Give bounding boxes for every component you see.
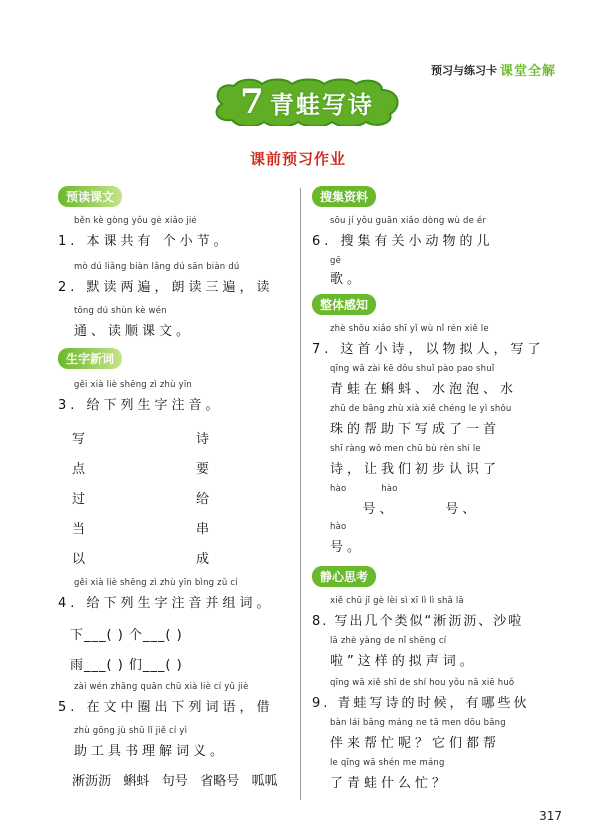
question-7: 7. 这首小诗，以物拟人，写了 [312,342,545,357]
pinyin: shī ràng wǒ men chū bù rèn shi le [330,444,481,454]
word-blank-row[interactable]: 雨___( ) 们___( ) [70,658,183,673]
char-item: 要 [196,462,214,477]
page-number: 317 [539,809,562,823]
pinyin: zài wén zhāng quān chū xià liè cí yǔ jiè [74,682,249,692]
section-title: 课前预习作业 [250,150,347,168]
pinyin: gē [330,256,342,266]
lesson-number: 7 [240,82,264,122]
question-6-cont: 歌。 [330,272,365,287]
question-9: 9. 青蛙写诗的时候，有哪些伙 [312,696,530,711]
question-9-line2: 伴来帮忙呢？它们都帮 [330,736,501,751]
question-7-line4: 诗，让我们初步认识了 [330,462,501,477]
pinyin: xiě chū jǐ gè lèi sì xī lì lì shā lā [330,596,464,606]
tag-overall: 整体感知 [312,294,376,315]
lesson-title-text: 青蛙写诗 [269,90,374,119]
pinyin: qīng wā zài kē dǒu shuǐ pào pao shuǐ [330,364,495,374]
pinyin: zhù gōng jù shū lǐ jiě cí yì [74,726,188,736]
pinyin: qīng wā xiě shī de shí hou yǒu nǎ xiē huǒ [330,678,515,688]
question-9-line3: 了青蛙什么忙？ [330,776,450,791]
question-2: 2. 默读两遍，朗读三遍，读 [58,280,274,295]
pinyin: běn kè gòng yǒu gè xiǎo jié [74,216,197,226]
question-8-cont: 啦”这样的拟声词。 [330,654,477,669]
question-7-line5: 号、 号、 [330,502,480,517]
question-1: 1. 本课共有 个小节。 [58,234,231,249]
page-header [431,60,556,79]
char-item: 给 [196,492,214,507]
char-item: 写 [72,432,90,447]
pinyin: bàn lái bāng máng ne tā men dōu bāng [330,718,506,728]
question-7-line6: 号。 [330,540,365,555]
char-item: 过 [72,492,90,507]
word-blank-row[interactable]: 下___( ) 个___( ) [70,628,183,643]
pinyin: sōu jí yǒu guān xiǎo dòng wù de ér [330,216,487,226]
pinyin: hào [330,522,347,532]
question-4: 4. 给下列生字注音并组词。 [58,596,274,611]
question-3: 3. 给下列生字注音。 [58,398,223,413]
char-item: 串 [196,522,214,537]
pinyin: zhū de bāng zhù xià xiě chéng le yì shǒu [330,404,512,414]
pinyin: lā zhè yàng de nǐ shēng cí [330,636,447,646]
header-brand: 课堂全解 [499,64,556,79]
char-item: 当 [72,522,90,537]
char-item: 以 [72,552,90,567]
tag-preread: 预读课文 [58,186,122,207]
lesson-title [214,82,400,122]
question-8: 8. 写出几个类似“淅沥沥、沙啦 [312,614,524,629]
pinyin: tōng dú shùn kè wén [74,306,167,316]
column-divider [300,188,301,800]
question-7-line2: 青蛙在蝌蚪、水泡泡、水 [330,382,518,397]
pinyin: hào hào [330,484,398,494]
question-6: 6. 搜集有关小动物的儿 [312,234,494,249]
tag-collect-info: 搜集资料 [312,186,376,207]
tag-new-words: 生字新词 [58,348,122,369]
char-item: 点 [72,462,90,477]
pinyin: gěi xià liè shēng zì zhù yīn bìng zǔ cí [74,578,238,588]
question-5: 5. 在文中圈出下列词语，借 [58,700,274,715]
tag-reflect: 静心思考 [312,566,376,587]
question-2-cont: 通、读顺课文。 [74,324,194,339]
question-5-cont: 助工具书理解词义。 [74,744,228,759]
pinyin: zhè shǒu xiǎo shī yǐ wù nǐ rén xiě le [330,324,489,334]
header-label: 预习与练习卡 [430,63,497,77]
char-item: 成 [196,552,214,567]
vocab-list: 淅沥沥 蝌蚪 句号 省略号 呱呱 [72,774,278,789]
char-item: 诗 [196,432,214,447]
question-7-line3: 珠的帮助下写成了一首 [330,422,501,437]
pinyin: gěi xià liè shēng zì zhù yīn [74,380,193,390]
pinyin: le qīng wā shén me máng [330,758,445,768]
pinyin: mò dú liǎng biàn lǎng dú sān biàn dú [74,262,240,272]
